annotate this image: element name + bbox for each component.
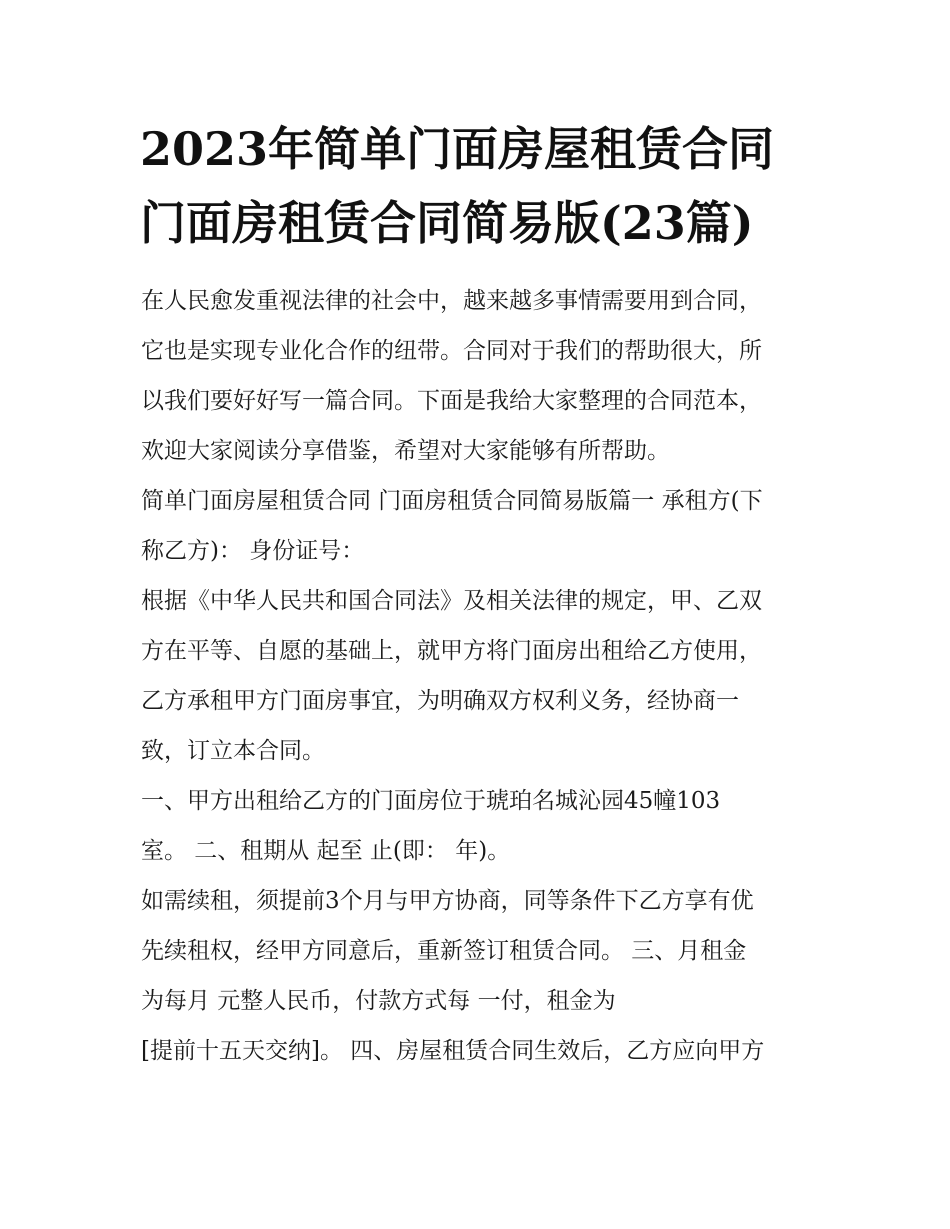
paragraph-heading-lessee: [141, 476, 821, 576]
text-line: 方在平等、自愿的基础上，就甲方将门面房出租给乙方使用，: [141, 638, 762, 664]
text-line: 欢迎大家阅读分享借鉴，希望对大家能够有所帮助。: [141, 438, 670, 464]
document-title: [140, 112, 830, 260]
text-line: [提前十五天交纳]。 四、房屋租赁合同生效后，乙方应向甲方: [141, 1038, 765, 1064]
text-line: 为每月 元整人民币，付款方式每 一付，租金为: [141, 988, 616, 1014]
paragraph-intro: [141, 276, 821, 476]
text-line: 致，订立本合同。: [141, 738, 325, 764]
text-line: 简单门面房屋租赁合同 门面房租赁合同简易版篇一 承租方(下: [141, 488, 763, 514]
text-line: 一、甲方出租给乙方的门面房位于琥珀名城沁园45幢103: [141, 788, 721, 814]
text-line: 称乙方)： 身份证号：: [141, 538, 365, 564]
text-line: 室。 二、租期从 起至 止(即： 年)。: [141, 838, 511, 864]
text-line: 如需续租，须提前3个月与甲方协商，同等条件下乙方享有优: [141, 888, 754, 914]
document-body: [141, 276, 821, 1076]
title-line-1: 2023年简单门面房屋租赁合同: [140, 122, 775, 176]
text-line: 在人民愈发重视法律的社会中，越来越多事情需要用到合同，: [141, 288, 762, 314]
paragraph-legal-basis: [141, 576, 821, 776]
text-line: 根据《中华人民共和国合同法》及相关法律的规定，甲、乙双: [141, 588, 762, 614]
text-line: 以我们要好好写一篇合同。下面是我给大家整理的合同范本，: [141, 388, 762, 414]
text-line: 先续租权，经甲方同意后，重新签订租赁合同。 三、月租金: [141, 938, 747, 964]
text-line: 它也是实现专业化合作的纽带。合同对于我们的帮助很大，所: [141, 338, 762, 364]
title-line-2: 门面房租赁合同简易版(23篇): [140, 196, 754, 250]
text-line: 乙方承租甲方门面房事宜，为明确双方权利义务，经协商一: [141, 688, 739, 714]
paragraph-renewal-rent: [141, 876, 821, 1076]
paragraph-clause-1-2: [141, 776, 821, 876]
